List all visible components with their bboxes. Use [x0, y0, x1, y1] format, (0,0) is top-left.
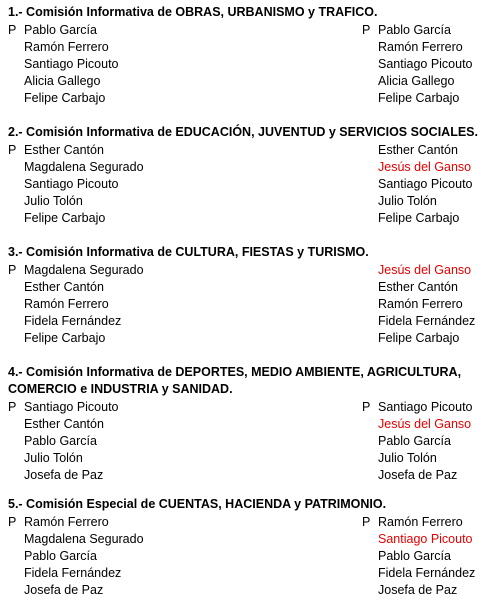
section-title: 5.- Comisión Especial de CUENTAS, HACIENDA y PATRIMONIO. — [8, 497, 387, 511]
member-row — [0, 450, 504, 467]
member-row — [0, 548, 504, 565]
member-name-left: Fidela Fernández — [24, 566, 122, 580]
member-name-left: Julio Tolón — [24, 194, 83, 208]
member-row — [0, 531, 504, 548]
member-name-left: Pablo García — [24, 434, 97, 448]
member-name-right-highlighted: Jesús del Ganso — [378, 160, 472, 174]
member-name-right: Fidela Fernández — [378, 314, 476, 328]
member-name-left: Felipe Carbajo — [24, 331, 106, 345]
member-row — [0, 90, 504, 107]
member-row — [0, 176, 504, 193]
member-name-right: Alicia Gallego — [378, 74, 455, 88]
member-name-right-highlighted: Santiago Picouto — [378, 532, 473, 546]
member-row — [0, 416, 504, 433]
member-name-left: Esther Cantón — [24, 143, 104, 157]
section-title: 4.- Comisión Informativa de DEPORTES, MEDIO AMBIENTE, AGRICULTURA, COMERCIO e INDUSTRIA y SANIDAD. — [8, 365, 462, 396]
member-row — [0, 159, 504, 176]
member-name-right: Fidela Fernández — [378, 566, 476, 580]
member-name-left: Felipe Carbajo — [24, 211, 106, 225]
member-name-right: Julio Tolón — [378, 451, 437, 465]
president-marker-right: P — [362, 515, 371, 529]
member-name-left: Esther Cantón — [24, 417, 104, 431]
member-name-right: Santiago Picouto — [378, 177, 473, 191]
member-row — [0, 582, 504, 599]
member-name-left: Ramón Ferrero — [24, 40, 109, 54]
member-name-right: Santiago Picouto — [378, 57, 473, 71]
member-name-left: Josefa de Paz — [24, 583, 104, 597]
member-name-right: Santiago Picouto — [378, 400, 473, 414]
president-marker-left: P — [8, 515, 17, 529]
member-row — [0, 467, 504, 484]
member-row — [0, 56, 504, 73]
section-title: 3.- Comisión Informativa de CULTURA, FIESTAS y TURISMO. — [8, 245, 369, 259]
member-name-right: Josefa de Paz — [378, 583, 458, 597]
member-row — [0, 73, 504, 90]
member-name-left: Santiago Picouto — [24, 400, 119, 414]
member-row — [0, 210, 504, 227]
member-name-right: Ramón Ferrero — [378, 297, 463, 311]
president-marker-left: P — [8, 400, 17, 414]
member-name-right-highlighted: Jesús del Ganso — [378, 417, 472, 431]
member-row — [0, 514, 504, 531]
member-name-right: Felipe Carbajo — [378, 211, 460, 225]
member-name-left: Santiago Picouto — [24, 57, 119, 71]
member-name-left: Esther Cantón — [24, 280, 104, 294]
member-row — [0, 433, 504, 450]
member-row — [0, 279, 504, 296]
member-name-left: Alicia Gallego — [24, 74, 101, 88]
member-name-right: Ramón Ferrero — [378, 515, 463, 529]
member-name-left: Ramón Ferrero — [24, 297, 109, 311]
member-name-left: Magdalena Segurado — [24, 532, 144, 546]
member-name-left: Pablo García — [24, 23, 97, 37]
member-row — [0, 39, 504, 56]
member-name-left: Julio Tolón — [24, 451, 83, 465]
president-marker-left: P — [8, 263, 17, 277]
president-marker-left: P — [8, 143, 17, 157]
member-name-left: Fidela Fernández — [24, 314, 122, 328]
member-name-left: Pablo García — [24, 549, 97, 563]
member-row — [0, 22, 504, 39]
section-title: 2.- Comisión Informativa de EDUCACIÓN, JUVENTUD y SERVICIOS SOCIALES. — [8, 125, 478, 139]
president-marker-right: P — [362, 400, 371, 414]
member-name-right: Felipe Carbajo — [378, 91, 460, 105]
member-name-left: Josefa de Paz — [24, 468, 104, 482]
member-name-right: Pablo García — [378, 23, 451, 37]
member-name-right: Felipe Carbajo — [378, 331, 460, 345]
member-row — [0, 262, 504, 279]
member-name-left: Felipe Carbajo — [24, 91, 106, 105]
member-row — [0, 296, 504, 313]
president-marker-left: P — [8, 23, 17, 37]
member-row — [0, 313, 504, 330]
member-name-right: Ramón Ferrero — [378, 40, 463, 54]
member-name-left: Magdalena Segurado — [24, 160, 144, 174]
member-name-left: Magdalena Segurado — [24, 263, 144, 277]
member-name-left: Santiago Picouto — [24, 177, 119, 191]
member-row — [0, 330, 504, 347]
member-row — [0, 193, 504, 210]
member-name-right: Pablo García — [378, 549, 451, 563]
section-title: 1.- Comisión Informativa de OBRAS, URBANISMO y TRAFICO. — [8, 5, 378, 19]
member-row — [0, 565, 504, 582]
member-row — [0, 142, 504, 159]
member-name-right: Julio Tolón — [378, 194, 437, 208]
member-name-right: Josefa de Paz — [378, 468, 458, 482]
member-name-right: Esther Cantón — [378, 280, 458, 294]
member-name-right: Pablo García — [378, 434, 451, 448]
member-row — [0, 399, 504, 416]
member-name-right: Esther Cantón — [378, 143, 458, 157]
member-name-left: Ramón Ferrero — [24, 515, 109, 529]
member-name-right-highlighted: Jesús del Ganso — [378, 263, 472, 277]
president-marker-right: P — [362, 23, 371, 37]
